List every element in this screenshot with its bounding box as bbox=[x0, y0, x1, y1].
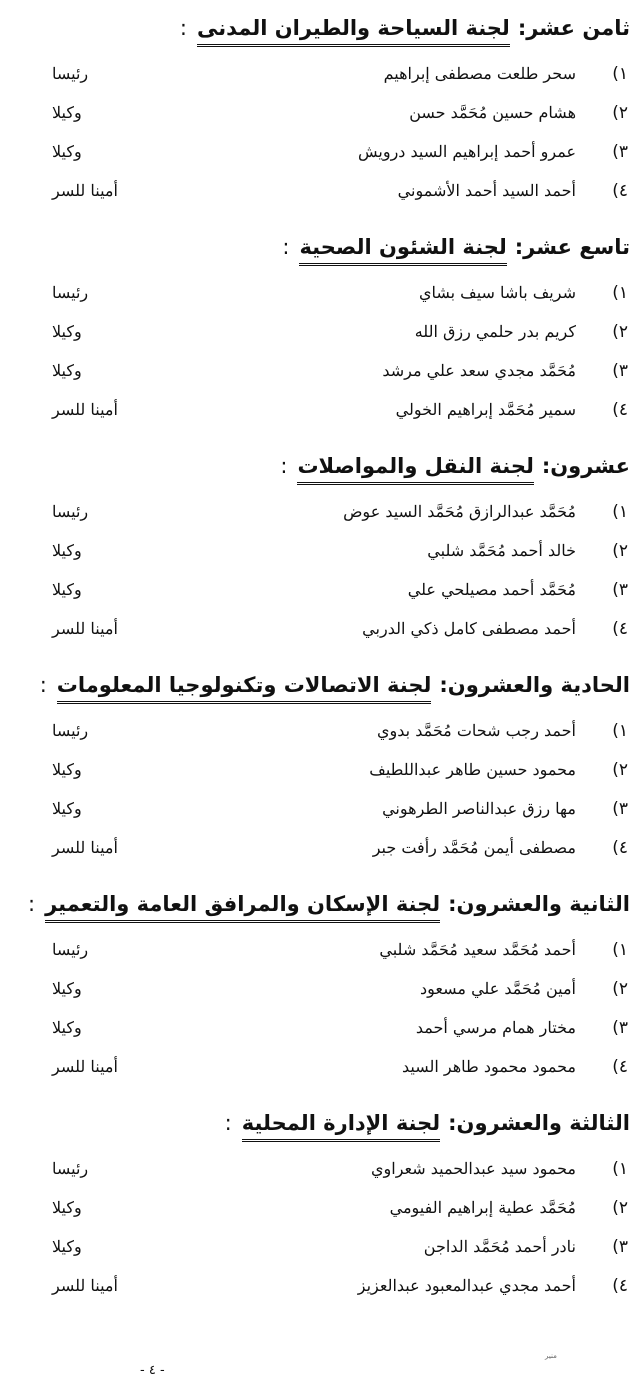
member-role: أمينا للسر bbox=[52, 1057, 118, 1076]
member-role: رئيسا bbox=[52, 1159, 89, 1178]
member-number: ٤) bbox=[612, 838, 628, 858]
member-role: وكيلا bbox=[52, 760, 82, 779]
member-role: وكيلا bbox=[52, 979, 82, 998]
member-role: رئيسا bbox=[52, 721, 89, 740]
member-row bbox=[0, 1014, 638, 1053]
committee-section bbox=[0, 452, 638, 672]
member-number: ٢) bbox=[612, 979, 628, 999]
member-name: محمود محمود طاهر السيد bbox=[401, 1057, 576, 1076]
member-role: رئيسا bbox=[52, 502, 89, 521]
member-row bbox=[0, 318, 638, 357]
heading-colon: : bbox=[224, 1111, 232, 1135]
committee-section bbox=[0, 233, 638, 453]
member-row bbox=[0, 975, 638, 1014]
member-name: أحمد السيد أحمد الأشموني bbox=[397, 181, 576, 200]
member-row bbox=[0, 717, 638, 756]
member-name: شريف باشا سيف بشاي bbox=[418, 283, 576, 302]
member-list bbox=[0, 60, 638, 216]
section-ordinal: تاسع عشر: bbox=[514, 235, 630, 259]
member-name: محمود سيد عبدالحميد شعراوي bbox=[371, 1159, 576, 1178]
member-role: أمينا للسر bbox=[52, 1276, 118, 1295]
member-row bbox=[0, 60, 638, 99]
member-number: ٤) bbox=[612, 181, 628, 201]
member-number: ٢) bbox=[612, 1198, 628, 1218]
committee-name: لجنة السياحة والطيران المدنى bbox=[197, 14, 510, 47]
member-number: ٢) bbox=[612, 103, 628, 123]
page-number: - ٤ - bbox=[140, 1363, 165, 1378]
member-name: أحمد مجدي عبدالمعبود عبدالعزيز bbox=[357, 1276, 576, 1295]
member-number: ٤) bbox=[612, 1057, 628, 1077]
section-heading bbox=[282, 233, 630, 271]
member-number: ١) bbox=[612, 1159, 628, 1179]
member-role: وكيلا bbox=[52, 322, 82, 341]
member-name: أمين مُحَمَّد علي مسعود bbox=[420, 979, 576, 998]
member-number: ٣) bbox=[612, 1237, 628, 1257]
member-row bbox=[0, 615, 638, 654]
footer-mark: منير bbox=[545, 1352, 557, 1360]
member-list bbox=[0, 498, 638, 654]
member-role: أمينا للسر bbox=[52, 838, 118, 857]
member-name: مها رزق عبدالناصر الطرهوني bbox=[382, 799, 576, 818]
heading-colon: : bbox=[280, 454, 288, 478]
member-name: سمير مُحَمَّد إبراهيم الخولي bbox=[395, 400, 576, 419]
committee-section bbox=[0, 890, 638, 1110]
member-row bbox=[0, 357, 638, 396]
member-name: كريم بدر حلمي رزق الله bbox=[414, 322, 576, 341]
member-role: وكيلا bbox=[52, 541, 82, 560]
member-row bbox=[0, 1155, 638, 1194]
member-name: أحمد مصطفى كامل ذكي الدربي bbox=[362, 619, 576, 638]
member-name: سحر طلعت مصطفى إبراهيم bbox=[383, 64, 576, 83]
member-number: ٣) bbox=[612, 142, 628, 162]
member-number: ٣) bbox=[612, 1018, 628, 1038]
member-name: مُحَمَّد مجدي سعد علي مرشد bbox=[382, 361, 576, 380]
member-row bbox=[0, 795, 638, 834]
member-name: مُحَمَّد عطية إبراهيم الفيومي bbox=[389, 1198, 576, 1217]
member-role: رئيسا bbox=[52, 64, 89, 83]
section-heading bbox=[28, 890, 630, 928]
member-row bbox=[0, 576, 638, 615]
member-list bbox=[0, 1155, 638, 1311]
member-name: مختار همام مرسي أحمد bbox=[415, 1018, 576, 1037]
committee-name: لجنة الإسكان والمرافق العامة والتعمير bbox=[45, 890, 440, 923]
member-name: مُحَمَّد عبدالرازق مُحَمَّد السيد عوض bbox=[343, 502, 576, 521]
member-row bbox=[0, 834, 638, 873]
member-name: مُحَمَّد أحمد مصيلحي علي bbox=[407, 580, 576, 599]
committee-section bbox=[0, 671, 638, 891]
section-heading bbox=[40, 671, 630, 709]
member-row bbox=[0, 396, 638, 435]
member-list bbox=[0, 717, 638, 873]
member-role: وكيلا bbox=[52, 1018, 82, 1037]
member-name: أحمد مُحَمَّد سعيد مُحَمَّد شلبي bbox=[379, 940, 576, 959]
member-number: ٣) bbox=[612, 799, 628, 819]
member-name: محمود حسين طاهر عبداللطيف bbox=[369, 760, 576, 779]
member-row bbox=[0, 1272, 638, 1311]
member-name: مصطفى أيمن مُحَمَّد رأفت جبر bbox=[372, 838, 576, 857]
member-number: ٢) bbox=[612, 541, 628, 561]
member-row bbox=[0, 279, 638, 318]
member-number: ٤) bbox=[612, 400, 628, 420]
member-row bbox=[0, 1233, 638, 1272]
member-role: وكيلا bbox=[52, 361, 82, 380]
section-ordinal: الثالثة والعشرون: bbox=[448, 1111, 630, 1135]
member-number: ٣) bbox=[612, 361, 628, 381]
heading-colon: : bbox=[282, 235, 290, 259]
member-number: ١) bbox=[612, 64, 628, 84]
member-number: ٤) bbox=[612, 619, 628, 639]
committee-name: لجنة الإدارة المحلية bbox=[242, 1109, 440, 1142]
committee-section bbox=[0, 14, 638, 234]
member-row bbox=[0, 1194, 638, 1233]
member-row bbox=[0, 177, 638, 216]
section-heading bbox=[180, 14, 630, 52]
member-list bbox=[0, 936, 638, 1092]
member-list bbox=[0, 279, 638, 435]
section-ordinal: الثانية والعشرون: bbox=[448, 892, 630, 916]
member-number: ١) bbox=[612, 502, 628, 522]
member-role: وكيلا bbox=[52, 142, 82, 161]
member-name: خالد أحمد مُحَمَّد شلبي bbox=[427, 541, 576, 560]
member-row bbox=[0, 498, 638, 537]
member-role: وكيلا bbox=[52, 1237, 82, 1256]
committee-name: لجنة النقل والمواصلات bbox=[297, 452, 533, 485]
member-role: وكيلا bbox=[52, 1198, 82, 1217]
member-role: وكيلا bbox=[52, 580, 82, 599]
heading-colon: : bbox=[39, 673, 47, 697]
member-row bbox=[0, 936, 638, 975]
member-number: ٢) bbox=[612, 322, 628, 342]
section-heading bbox=[225, 1109, 630, 1147]
member-role: أمينا للسر bbox=[52, 619, 118, 638]
committee-section bbox=[0, 1109, 638, 1329]
committee-name: لجنة الشئون الصحية bbox=[299, 233, 506, 266]
member-number: ١) bbox=[612, 940, 628, 960]
member-number: ٣) bbox=[612, 580, 628, 600]
heading-colon: : bbox=[28, 892, 36, 916]
member-number: ٢) bbox=[612, 760, 628, 780]
member-row bbox=[0, 99, 638, 138]
member-role: رئيسا bbox=[52, 940, 89, 959]
member-role: أمينا للسر bbox=[52, 181, 118, 200]
member-role: وكيلا bbox=[52, 103, 82, 122]
member-role: رئيسا bbox=[52, 283, 89, 302]
member-number: ١) bbox=[612, 721, 628, 741]
member-row bbox=[0, 1053, 638, 1092]
section-ordinal: الحادية والعشرون: bbox=[439, 673, 630, 697]
member-name: عمرو أحمد إبراهيم السيد درويش bbox=[357, 142, 576, 161]
section-heading bbox=[280, 452, 630, 490]
heading-colon: : bbox=[179, 16, 187, 40]
section-ordinal: ثامن عشر: bbox=[517, 16, 630, 40]
member-number: ١) bbox=[612, 283, 628, 303]
member-row bbox=[0, 138, 638, 177]
member-row bbox=[0, 756, 638, 795]
member-name: نادر أحمد مُحَمَّد الداجن bbox=[423, 1237, 576, 1256]
member-name: هشام حسين مُحَمَّد حسن bbox=[409, 103, 576, 122]
committee-name: لجنة الاتصالات وتكنولوجيا المعلومات bbox=[57, 671, 432, 704]
member-name: أحمد رجب شحات مُحَمَّد بدوي bbox=[377, 721, 576, 740]
member-number: ٤) bbox=[612, 1276, 628, 1296]
member-role: أمينا للسر bbox=[52, 400, 118, 419]
member-role: وكيلا bbox=[52, 799, 82, 818]
member-row bbox=[0, 537, 638, 576]
section-ordinal: عشرون: bbox=[541, 454, 630, 478]
